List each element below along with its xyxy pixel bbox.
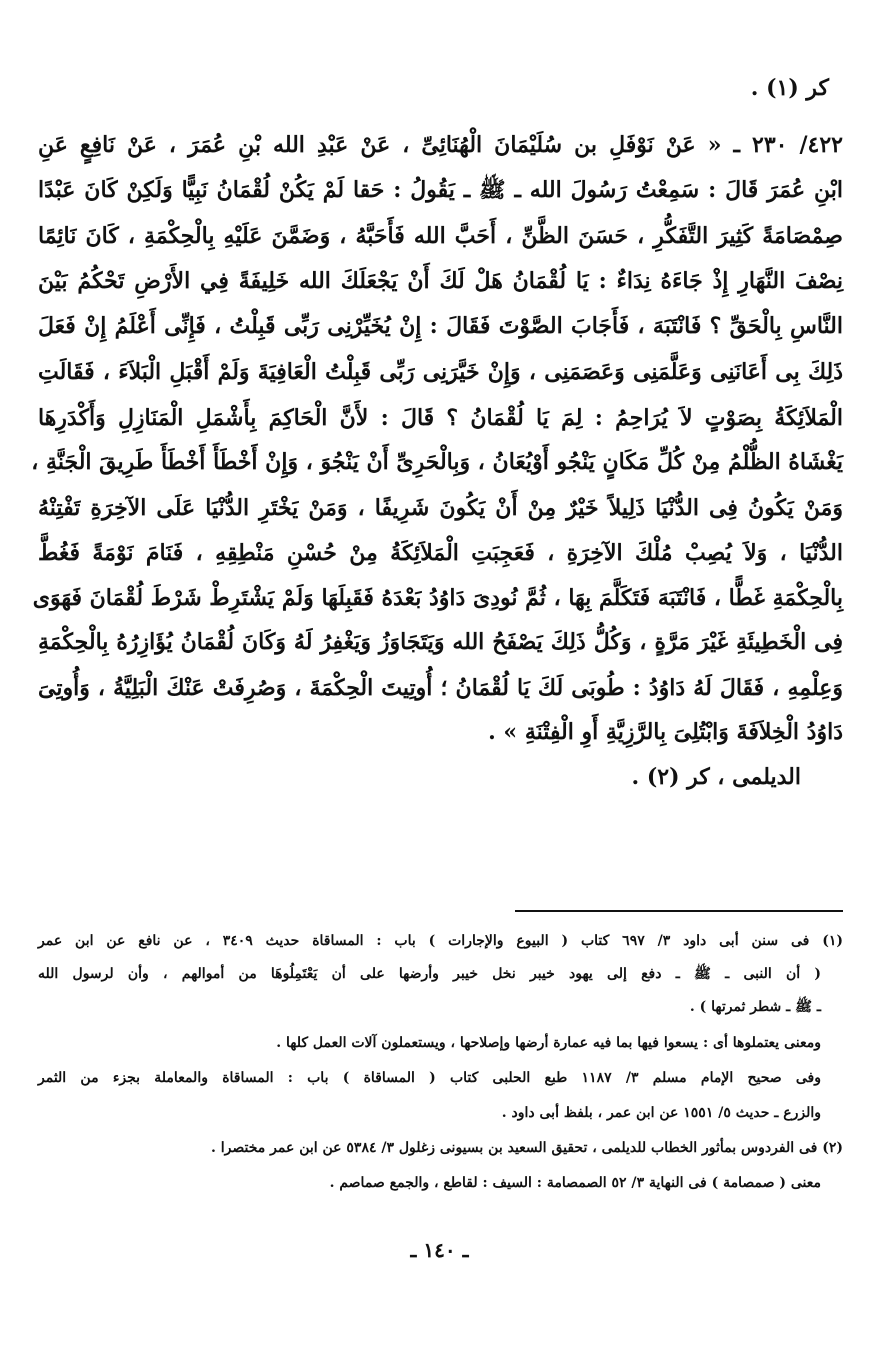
body-line: ٤٢٢/ ٢٣٠ ـ « عَنْ نَوْفَلِ بن سُلَيْمَانَ الْهُنَائِىِّ ، عَنْ عَبْدِ الله بْنِ عُمَرَ ، عَنْ نَافِعٍ عَنِ [38,132,843,158]
footnote-separator [515,910,843,912]
body-line: الدُّنْيَا ، وَلاَ يُصِبْ مُلْكَ الآخِرَةِ ، فَعَجِبَتِ الْمَلاَئِكَةُ مِنْ حُسْنِ مَنْطِقِهِ ، فَنَامَ نَوْمَةً فَغُطَّ [38,540,843,566]
body-line: بِالْحِكْمَةِ غَطًّا ، فَانْتَبَهَ فَتَكَلَّمَ بِهَا ، ثُمَّ نُودِىَ دَاوُدُ بَعْدَهُ فَقَبِلَهَا وَلَمْ يَشْتَرِطْ شَرْطَ لُقْمَانَ فَهَوَى [32,585,843,611]
footnote-line: (١) فى سنن أبى داود ٣/ ٦٩٧ كتاب ( البيوع والإجارات ) باب : المساقاة حديث ٣٤٠٩ ، عن نافع عن ابن عمر [38,933,843,949]
body-line: النَّاسِ بِالْحَقِّ ؟ فَانْتَبَهَ ، فَأَجَابَ الصَّوْتَ فَقَالَ : إِنْ يُخَيِّرْنِى رَبِّى قَبِلْتُ ، فَإِنِّى أَعْلَمُ إِنْ فَعَلَ [38,313,843,339]
body-line: دَاوُدُ الْخِلاَفَةَ وَابْتُلِىَ بِالرَّزِيَّةِ أَوِ الْفِتْنَةِ » . [488,719,843,745]
source-citation: الديلمى ، كر (٢) . [631,764,801,790]
footnote-line: والزرع ـ حديث ٥/ ١٥٥١ عن ابن عمر ، بلفظ أبى داود . [501,1105,821,1121]
body-line: ابْنِ عُمَرَ قَالَ : سَمِعْتُ رَسُولَ الله ـ ﷺ ـ يَقُولُ : حَقا لَمْ يَكُنْ لُقْمَانُ نَبِيًّا وَلَكِنْ كَانَ عَبْدًا [38,177,843,203]
body-line: نِصْفَ النَّهَارِ إِذْ جَاءَهُ نِدَاءٌ : يَا لُقْمَانُ هَلْ لَكَ أَنْ يَجْعَلَكَ الله خَلِيفَةً فِي الأَرْضِ تَحْكُمُ بَيْنَ [38,268,843,294]
footnote-line: معنى ( صمصامة ) فى النهاية ٣/ ٥٢ الصمصامة : السيف : لقاطع ، والجمع صماصم . [329,1175,821,1191]
footnote-line: ـ ﷺ ـ شطر ثمرتها ) . [689,999,821,1015]
previous-page-citation: كر (١) . [750,75,829,101]
body-line: صِمْصَامَةً كَثِيرَ التَّفَكُّرِ ، حَسَنَ الظَّنِّ ، أَحَبَّ الله فَأَحَبَّهُ ، وَضَمَّنَ عَلَيْهِ بِالْحِكْمَةِ ، كَانَ نَائِمًا [38,223,843,249]
footnote-line: وفى صحيح الإمام مسلم ٣/ ١١٨٧ طبع الحلبى كتاب ( المساقاة ) باب : المساقاة والمعاملة بجزء من الثمر [38,1070,821,1086]
footnote-line: ومعنى يعتملوها أى : يسعوا فيها بما فيه عمارة أرضها وإصلاحها ، ويستعملون آلات العمل كلها . [276,1035,821,1051]
page-number: ـ ١٤٠ ـ [410,1238,469,1262]
body-line: الْمَلاَئِكَةُ بِصَوْتٍ لاَ يُرَاحِمُ : لِمَ يَا لُقْمَانُ ؟ قَالَ : لأَنَّ الْحَاكِمَ بِأَشْمَلِ الْمَنَازِلِ وَأَكْدَرِهَا [38,405,843,431]
body-line: فِى الْخَطِيئَةِ غَيْرَ مَرَّةٍ ، وَكُلُّ ذَلِكَ يَصْفَحُ الله وَيَتَجَاوَزُ وَيَغْفِرُ لَهُ وَكَانَ لُقْمَانُ يُؤَازِرُهُ بِالْحِكْمَةِ [38,629,843,655]
footnote-line: (٢) فى الفردوس بمأثور الخطاب للديلمى ، تحقيق السعيد بن بسيونى زغلول ٣/ ٥٣٨٤ عن ابن عمر مختصرا . [211,1140,843,1156]
footnote-line: ( أن النبى ـ ﷺ ـ دفع إلى يهود خيبر نخل خيبر وأرضها على أن يَعْتَمِلُوهَا من أموالهم ، وأن لرسول الله [38,966,821,982]
body-line: وَمَنْ يَكُونُ فِى الدُّنْيَا ذَلِيلاً خَيْرٌ مِنْ أَنْ يَكُونَ شَرِيفًا ، وَمَنْ يَخْتَرِ الدُّنْيَا عَلَى الآخِرَةِ تَفْتِنْهُ [38,495,843,521]
body-line: وَعِلْمِهِ ، فَقَالَ لَهُ دَاوُدُ : طُوبَى لَكَ يَا لُقْمَانُ ؛ أُوتِيتَ الْحِكْمَةَ ، وَصُرِفَتْ عَنْكَ الْبَلِيَّةُ ، وَأُوتِىَ [38,675,843,701]
body-line: يَغْشَاهُ الظُّلْمُ مِنْ كُلِّ مَكَانٍ يَنْجُو أَوْيُعَانُ ، وَبِالْحَرِىِّ أَنْ يَنْجُوَ ، وَإِنْ أَخْطَأَ أَخْطَأَ طَرِيقَ الْجَنَّةِ ، [31,449,843,475]
body-line: ذَلِكَ بِى أَعَانَنِى وَعَلَّمَنِى وَعَصَمَنِى ، وَإِنْ خَيَّرَنِى رَبِّى قَبِلْتُ الْعَافِيَةَ وَلَمْ أَقْبَلِ الْبَلاَءَ ، فَقَالَتِ [38,359,843,385]
